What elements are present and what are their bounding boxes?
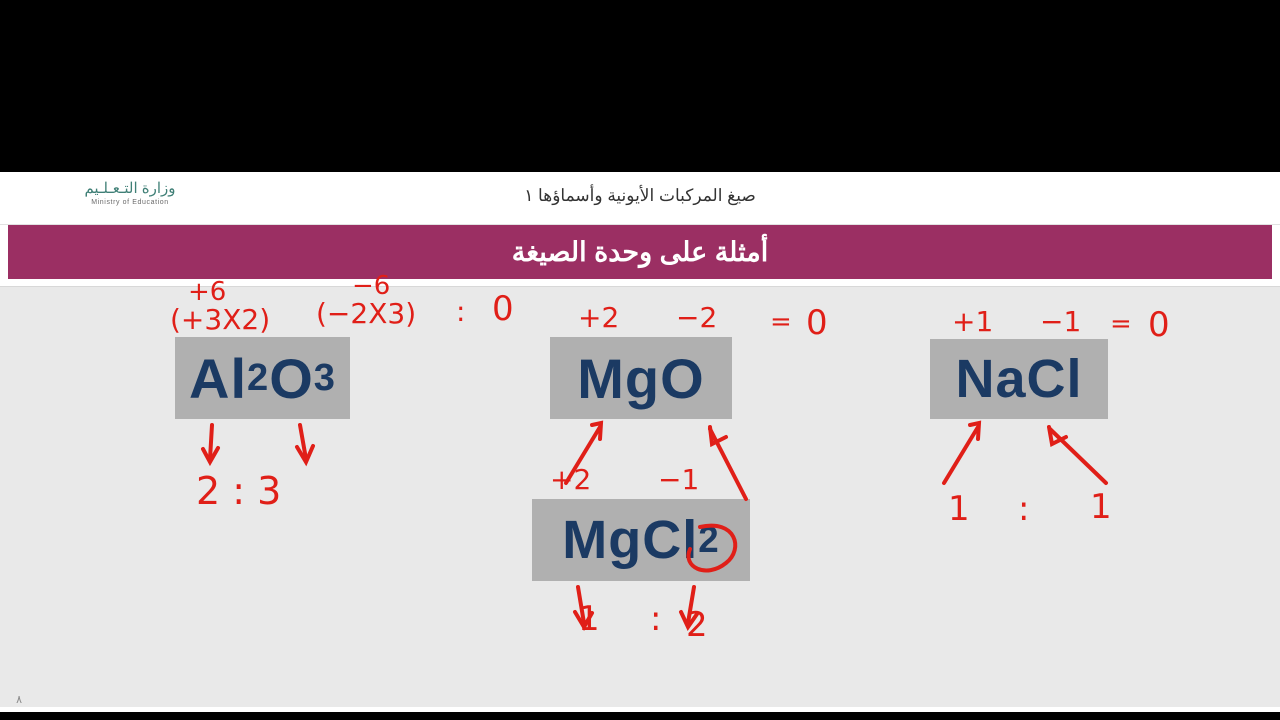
formula-box-mgcl2	[532, 499, 750, 581]
formula-al2o3-sub1: 2	[247, 356, 270, 399]
annotation-nacl-equals: =	[1110, 309, 1132, 339]
formula-al2o3-al: Al	[189, 346, 248, 410]
page-number: ٨	[16, 694, 22, 706]
formula-mgcl2-sub: 2	[698, 518, 720, 560]
annotation-mgcl2-ratio-colon: :	[650, 599, 662, 639]
annotation-nacl-positive-charge: +1	[952, 305, 994, 338]
annotation-al2o3-equals: :	[456, 295, 466, 328]
letterbox-bottom	[0, 712, 1280, 720]
formula-al2o3-sub2: 3	[313, 356, 336, 399]
annotation-mgcl2-positive-charge: +2	[550, 463, 592, 496]
formula-mgcl2-main: MgCl	[562, 510, 699, 570]
annotation-al2o3-negative-charge: −6	[352, 271, 391, 301]
annotation-nacl-ratio-colon: :	[1018, 489, 1030, 529]
annotation-mgcl2-ratio-right: 2	[686, 605, 708, 645]
formula-box-mgo	[550, 337, 732, 419]
annotation-nacl-ratio-left: 1	[948, 489, 970, 529]
annotation-mgo-zero: 0	[806, 303, 828, 343]
annotation-al2o3-negative-calc: (−2X3)	[316, 297, 417, 330]
logo-english-text: Ministry of Education	[91, 199, 169, 206]
annotation-mgcl2-ratio-left: 1	[578, 599, 600, 639]
annotation-al2o3-ratio: 2 : 3	[196, 469, 282, 513]
annotation-mgo-equals: =	[770, 307, 792, 337]
logo-arabic-text: وزارة التـعـلـيم	[84, 180, 176, 197]
formula-mgo-text: MgO	[577, 346, 705, 410]
annotation-mgo-positive-charge: +2	[578, 301, 620, 334]
annotation-mgo-negative-charge: −2	[676, 301, 718, 334]
annotation-al2o3-positive-charge: +6	[188, 277, 227, 307]
formula-al2o3-o: O	[269, 346, 314, 410]
lesson-title: صيغ المركبات الأيونية وأسماؤها ١	[524, 186, 756, 205]
annotation-al2o3-positive-calc: (+3X2)	[170, 303, 271, 336]
letterbox-top	[0, 0, 1280, 172]
slide	[0, 172, 1280, 712]
slide-canvas	[0, 271, 1280, 707]
formula-nacl-text: NaCl	[955, 349, 1083, 409]
annotation-nacl-ratio-right: 1	[1090, 487, 1112, 527]
formula-box-nacl	[930, 339, 1108, 419]
section-title-band	[8, 225, 1272, 279]
annotation-nacl-negative-charge: −1	[1040, 305, 1082, 338]
annotation-al2o3-zero: 0	[492, 289, 514, 329]
section-title-text: أمثلة على وحدة الصيغة	[511, 236, 769, 267]
slide-header	[0, 172, 1280, 225]
annotation-nacl-zero: 0	[1148, 305, 1170, 345]
annotation-mgcl2-negative-charge: −1	[658, 463, 700, 496]
formula-box-al2o3	[175, 337, 350, 419]
